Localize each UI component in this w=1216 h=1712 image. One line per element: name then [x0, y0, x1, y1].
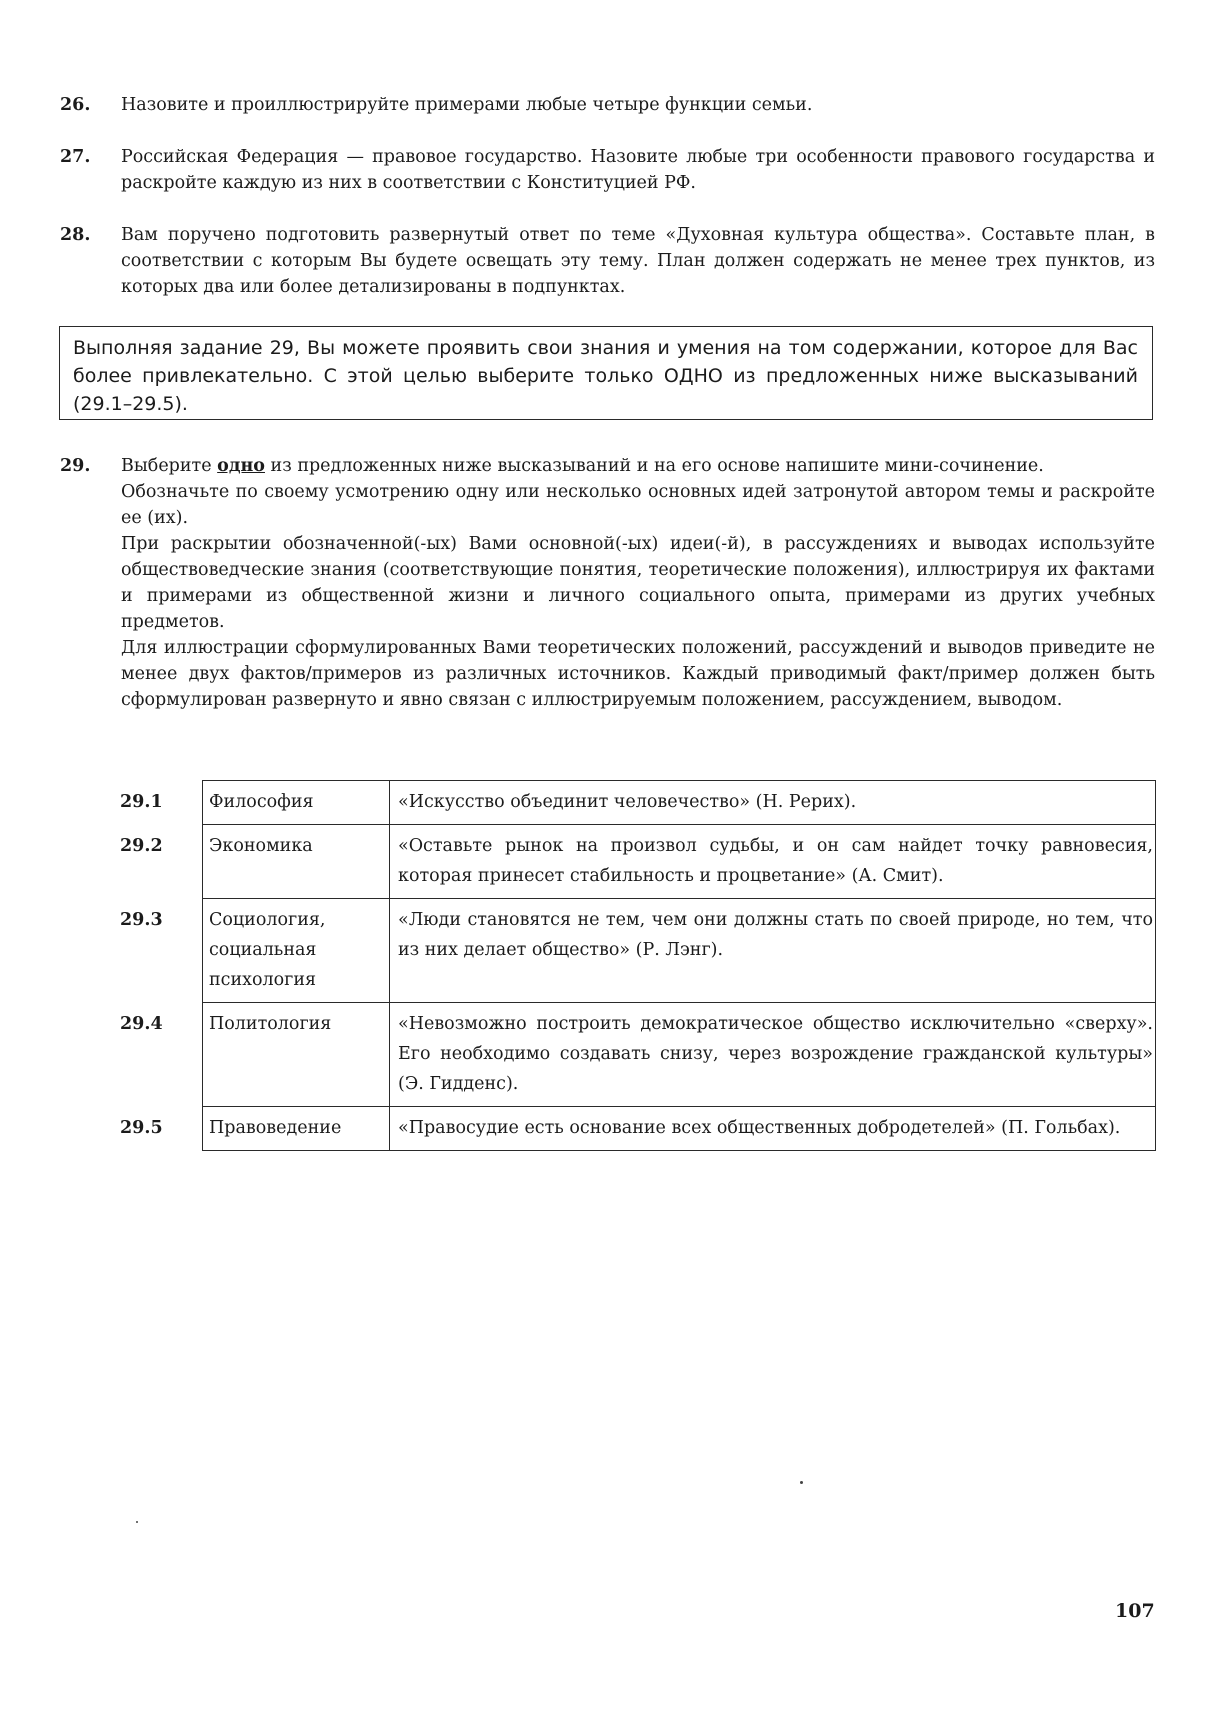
table-row [120, 1107, 1156, 1151]
task-text: Назовите и проиллюстрируйте примерами любые четыре функции семьи. [121, 95, 813, 115]
instruction-box [59, 326, 1153, 420]
task-28 [60, 222, 1155, 300]
topic-number: 29.4 [120, 1013, 163, 1034]
topic-quote: «Искусство объединит человечество» (Н. Рерих). [390, 781, 1156, 825]
topics-table [120, 780, 1156, 1151]
topic-area: Философия [203, 781, 390, 825]
task-29-paragraph: Обозначьте по своему усмотрению одну или несколько основных идей затронутой автором темы и раскройте ее (их). [121, 482, 1155, 528]
task-number: 28. [60, 225, 91, 245]
task-29-intro: Выберите одно из предложенных ниже высказываний и на его основе напишите мини-сочинение. [121, 456, 1044, 476]
topic-quote: «Люди становятся не тем, чем они должны стать по своей природе, но тем, что из них делает общество» (Р. Лэнг). [390, 899, 1156, 1003]
task-29 [60, 453, 1155, 713]
scan-speck [136, 1521, 138, 1523]
emphasis-one: одно [217, 456, 265, 476]
topic-quote: «Оставьте рынок на произвол судьбы, и он сам найдет точку равновесия, которая принесет стабильность и процветание» (А. Смит). [390, 825, 1156, 899]
topic-number: 29.1 [120, 791, 163, 812]
topic-number: 29.2 [120, 835, 163, 856]
task-text: Вам поручено подготовить развернутый ответ по теме «Духовная культура общества». Составьте план, в соответствии с которым Вы будете освещать эту тему. План должен содержать не менее трех пунктов, из которых два или более детализированы в подпунктах. [121, 225, 1155, 297]
task-number: 29. [60, 456, 91, 476]
topic-quote: «Правосудие есть основание всех общественных добродетелей» (П. Гольбах). [390, 1107, 1156, 1151]
task-29-paragraph: Для иллюстрации сформулированных Вами теоретических положений, рассуждений и выводов приведите не менее двух фактов/примеров из различных источников. Каждый приводимый факт/пример должен быть сформулирован развернуто и явно связан с иллюстрируемым положением, рассуждением, выводом. [121, 638, 1155, 710]
task-number: 27. [60, 147, 91, 167]
task-29-paragraph: При раскрытии обозначенной(-ых) Вами основной(-ых) идеи(-й), в рассуждениях и выводах используйте обществоведческие знания (соответствующие понятия, теоретические положения), иллюстрируя их фактами и примерами из общественной жизни и личного социального опыта, примерами из других учебных предметов. [121, 534, 1155, 632]
task-number: 26. [60, 95, 91, 115]
table-row [120, 781, 1156, 825]
scan-speck [800, 1481, 803, 1484]
topic-area: Политология [203, 1003, 390, 1107]
page-number: 107 [1115, 1600, 1155, 1622]
task-26 [60, 92, 1155, 118]
topic-area: Социология, социальная психология [203, 899, 390, 1003]
table-row [120, 825, 1156, 899]
instruction-text: Выполняя задание 29, Вы можете проявить свои знания и умения на том содержании, которое для Вас более привлекательно. С этой целью выберите только ОДНО из предложенных ниже высказываний (29.1–29.5). [73, 337, 1138, 415]
topic-number: 29.3 [120, 909, 163, 930]
topic-quote: «Невозможно построить демократическое общество исключительно «сверху». Его необходимо создавать снизу, через возрождение гражданской культуры» (Э. Гидденс). [390, 1003, 1156, 1107]
topic-area: Правоведение [203, 1107, 390, 1151]
topic-number: 29.5 [120, 1117, 163, 1138]
table-row [120, 899, 1156, 1003]
task-text: Российская Федерация — правовое государство. Назовите любые три особенности правового государства и раскройте каждую из них в соответствии с Конституцией РФ. [121, 147, 1155, 193]
table-row [120, 1003, 1156, 1107]
task-27 [60, 144, 1155, 196]
topic-area: Экономика [203, 825, 390, 899]
